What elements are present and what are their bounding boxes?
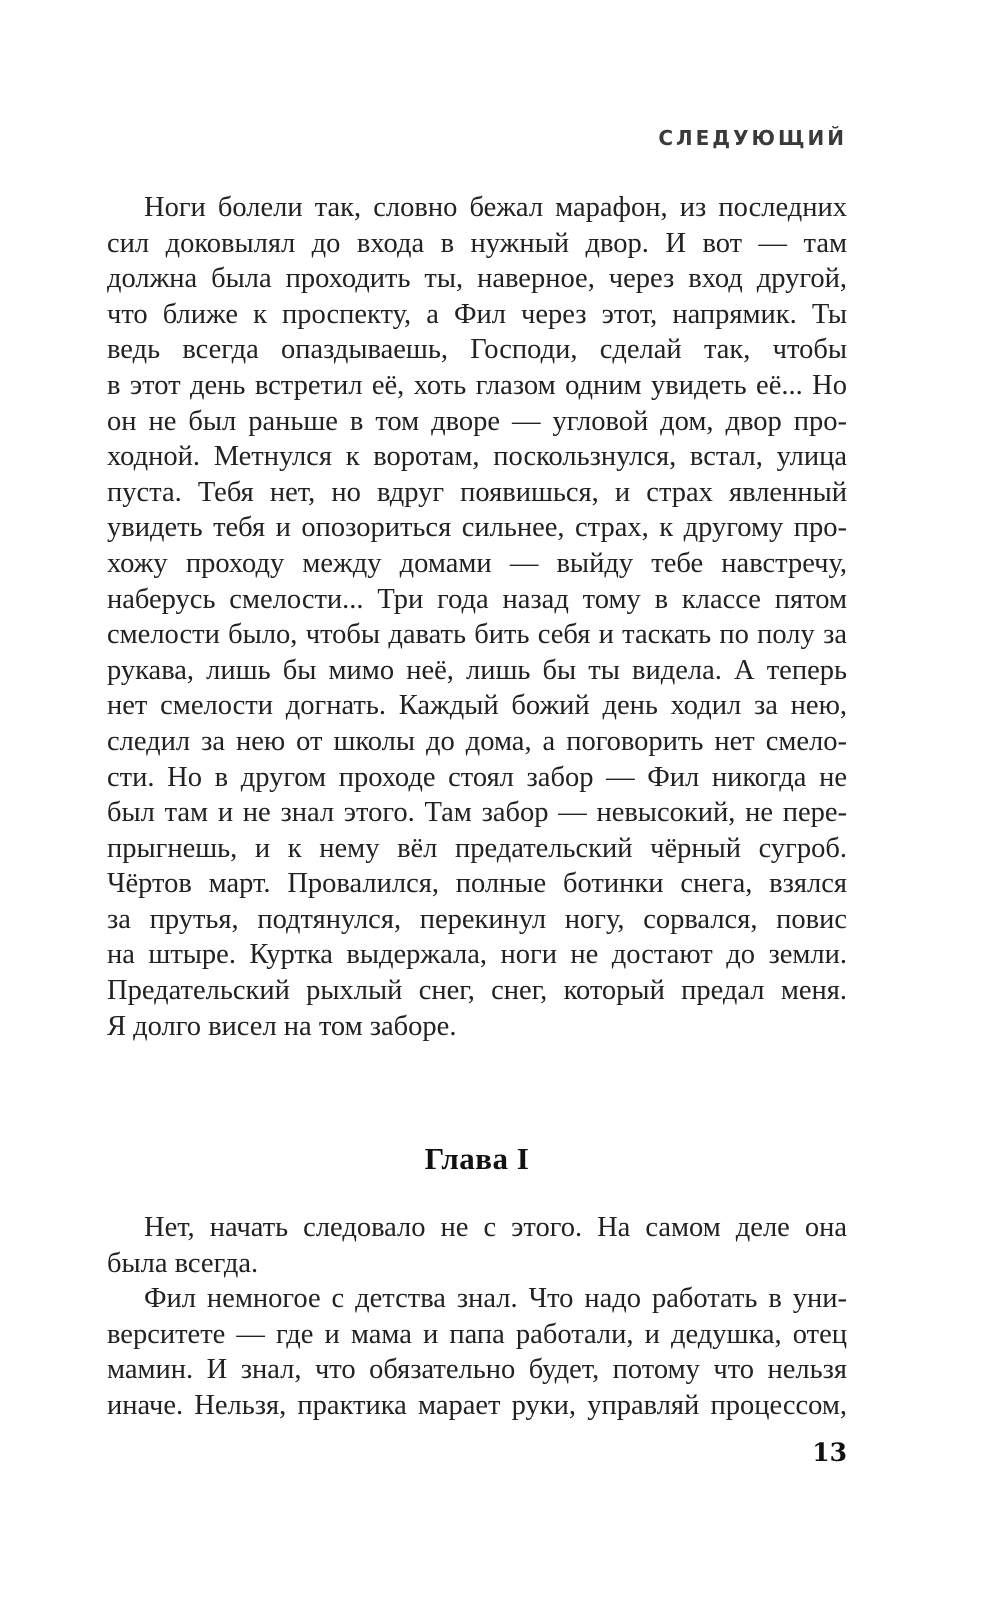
text-line: что ближе к проспекту, а Фил через этот, напрямик. Ты bbox=[107, 298, 847, 330]
text-line: верситете — где и мама и папа работали, и дедушка, отец bbox=[107, 1318, 847, 1350]
text-line: на штыре. Куртка выдержала, ноги не достают до земли. bbox=[107, 939, 847, 971]
text-line: смелости было, чтобы давать бить себя и таскать по полу за bbox=[107, 619, 847, 651]
text-line: должна была проходить ты, наверное, через вход другой, bbox=[107, 263, 847, 295]
text-line: следил за нею от школы до дома, а поговорить нет смело- bbox=[107, 725, 847, 757]
page-number: 13 bbox=[812, 1438, 847, 1467]
text-line: была всегда. bbox=[107, 1247, 259, 1279]
text-line: нет смелости догнать. Каждый божий день ходил за нею, bbox=[107, 690, 847, 722]
running-head: СЛЕДУЮЩИЙ bbox=[658, 126, 847, 150]
opening-paragraph bbox=[107, 190, 847, 1044]
chapter-body bbox=[107, 1210, 847, 1424]
text-line: Фил немногое с детства знал. Что надо работать в уни- bbox=[144, 1283, 847, 1315]
text-line: рукава, лишь бы мимо неё, лишь бы ты видела. А теперь bbox=[107, 654, 847, 686]
text-line: сти. Но в другом проходе стоял забор — Фил никогда не bbox=[107, 761, 847, 793]
text-line: за прутья, подтянулся, перекинул ногу, сорвался, повис bbox=[107, 903, 847, 935]
text-line: ходной. Метнулся к воротам, поскользнулся, встал, улица bbox=[107, 441, 847, 473]
text-line: Чёртов март. Провалился, полные ботинки снега, взялся bbox=[107, 868, 847, 900]
text-line: Нет, начать следовало не с этого. На самом деле она bbox=[144, 1212, 847, 1243]
text-line: Ноги болели так, словно бежал марафон, из последних bbox=[144, 192, 847, 223]
text-line: хожу проходу между домами — выйду тебе навстречу, bbox=[107, 547, 847, 579]
text-line: пуста. Тебя нет, но вдруг появишься, и страх явленный bbox=[107, 476, 847, 508]
text-line: прыгнешь, и к нему вёл предательский чёрный сугроб. bbox=[107, 832, 847, 864]
text-line: Предательский рыхлый снег, снег, который предал меня. bbox=[107, 975, 847, 1007]
text-line: он не был раньше в том дворе — угловой дом, двор про- bbox=[107, 405, 847, 437]
text-line: Я долго висел на том заборе. bbox=[107, 1010, 457, 1042]
text-line: ведь всегда опаздываешь, Господи, сделай так, чтобы bbox=[107, 334, 847, 366]
chapter-title: Глава I bbox=[424, 1141, 530, 1176]
text-line: наберусь смелости... Три года назад тому в классе пятом bbox=[107, 583, 847, 615]
text-line: был там и не знал этого. Там забор — невысокий, не пере- bbox=[107, 797, 847, 829]
text-line: в этот день встретил её, хоть глазом одним увидеть её... Но bbox=[107, 369, 847, 401]
text-line: сил доковылял до входа в нужный двор. И вот — там bbox=[107, 227, 847, 259]
text-line: иначе. Нельзя, практика марает руки, управляй процессом, bbox=[107, 1389, 847, 1421]
text-line: увидеть тебя и опозориться сильнее, страх, к другому про- bbox=[107, 512, 847, 544]
text-line: мамин. И знал, что обязательно будет, потому что нельзя bbox=[107, 1354, 847, 1386]
